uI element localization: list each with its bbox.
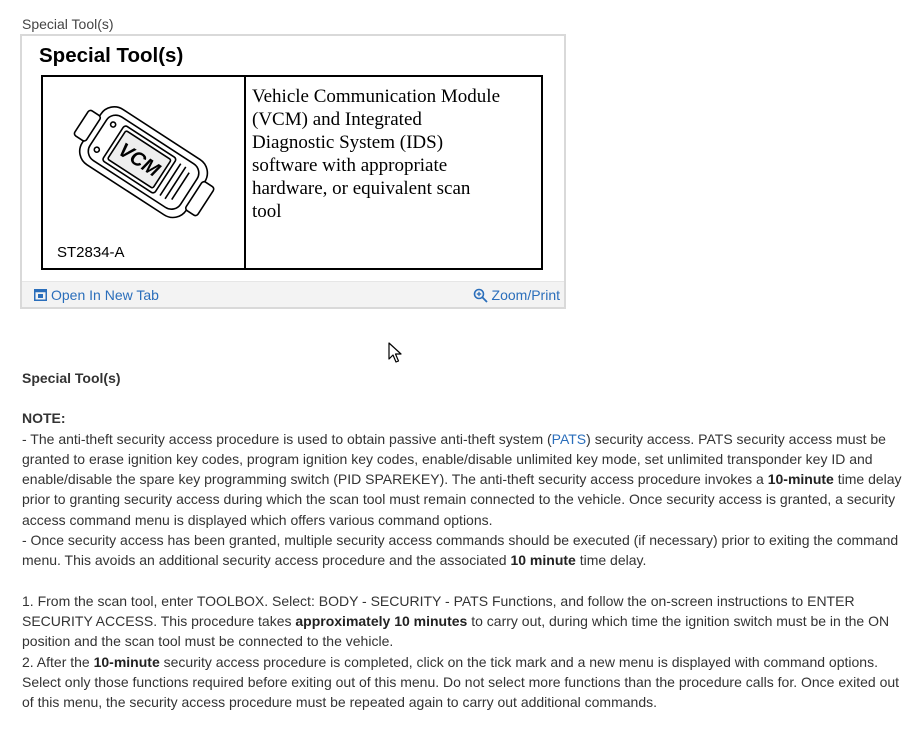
text-run: to carry out, during which time the ignition switch must be in the ON position and the scan tool must be connected to the vehicle.	[22, 612, 890, 650]
text-run: 2. After the	[22, 653, 94, 670]
zoom-icon	[473, 288, 488, 303]
note-label: NOTE:	[22, 410, 66, 427]
tool-desc-line: Vehicle Communication Module	[252, 86, 501, 107]
step-1	[22, 591, 908, 652]
tool-desc-line: Diagnostic System (IDS)	[252, 132, 444, 153]
note-paragraph-1	[22, 429, 908, 530]
open-in-new-tab-link[interactable]	[34, 287, 159, 303]
bold-text: 10-minute	[93, 653, 160, 670]
figure-image[interactable]	[22, 36, 564, 282]
bold-text: approximately 10 minutes	[295, 612, 468, 629]
text-run: time delay prior to granting security access during which the scan tool must remain connected to the vehicle. Once security access is granted, a security access command menu is displayed which offers various command options.	[22, 471, 902, 528]
tool-desc-line: software with appropriate	[252, 155, 448, 176]
note-paragraph-2	[22, 530, 908, 571]
text-run: - Once security access has been granted, multiple security access commands should be executed (if necessary) prior to exiting the command menu. This avoids an additional security access procedure and the associated	[22, 532, 899, 569]
zoom-print-link[interactable]	[473, 287, 560, 303]
bold-text: 10-minute	[767, 471, 834, 488]
tool-code: ST2834-A	[57, 244, 125, 261]
figure-caption: Special Tool(s)	[22, 16, 114, 32]
mouse-cursor-icon	[388, 342, 402, 364]
step-2	[22, 652, 908, 713]
tool-desc-line: tool	[252, 201, 282, 222]
section-title: Special Tool(s)	[22, 370, 121, 386]
text-run: - The anti-theft security access procedure is used to obtain passive anti-theft system (	[22, 430, 552, 447]
tool-description	[252, 85, 538, 223]
bold-text: 10 minute	[510, 552, 576, 569]
vcm-device-illustration	[63, 91, 223, 236]
tool-table	[41, 75, 543, 270]
procedure-content	[22, 368, 908, 712]
device-label: VCM	[114, 138, 164, 182]
text-run: ) security access. PATS security access must be granted to erase ignition key codes, program ignition key codes, enable/disable unlimited key mode, set unlimited transponder key ID and enable/disable the spare key programming switch (PID SPAREKEY). The anti-theft security access procedure invokes a	[22, 430, 886, 488]
figure-title: Special Tool(s)	[39, 44, 184, 67]
tool-desc-line: hardware, or equivalent scan	[252, 178, 471, 199]
special-tools-figure	[20, 34, 566, 309]
text-run: time delay.	[575, 552, 647, 569]
figure-footer	[22, 281, 564, 307]
pats-link[interactable]: PATS	[551, 430, 587, 447]
open-new-tab-icon	[34, 289, 47, 301]
open-in-new-tab-label: Open In New Tab	[51, 287, 159, 303]
text-run: 1. From the scan tool, enter TOOLBOX. Select: BODY - SECURITY - PATS Functions, and follow the on-screen instructions to ENTER SECURITY ACCESS. This procedure takes	[22, 592, 855, 629]
zoom-print-label: Zoom/Print	[491, 287, 560, 303]
text-run: security access procedure is completed, click on the tick mark and a new menu is displayed with command options. Select only those functions required before exiting out of this menu. Do not select more functions than the procedure calls for. Once exited out of this menu, the security access procedure must be repeated again to carry out additional commands.	[22, 653, 900, 711]
tool-image-cell	[43, 77, 246, 268]
tool-desc-line: (VCM) and Integrated	[252, 109, 422, 130]
spacer	[22, 571, 908, 591]
